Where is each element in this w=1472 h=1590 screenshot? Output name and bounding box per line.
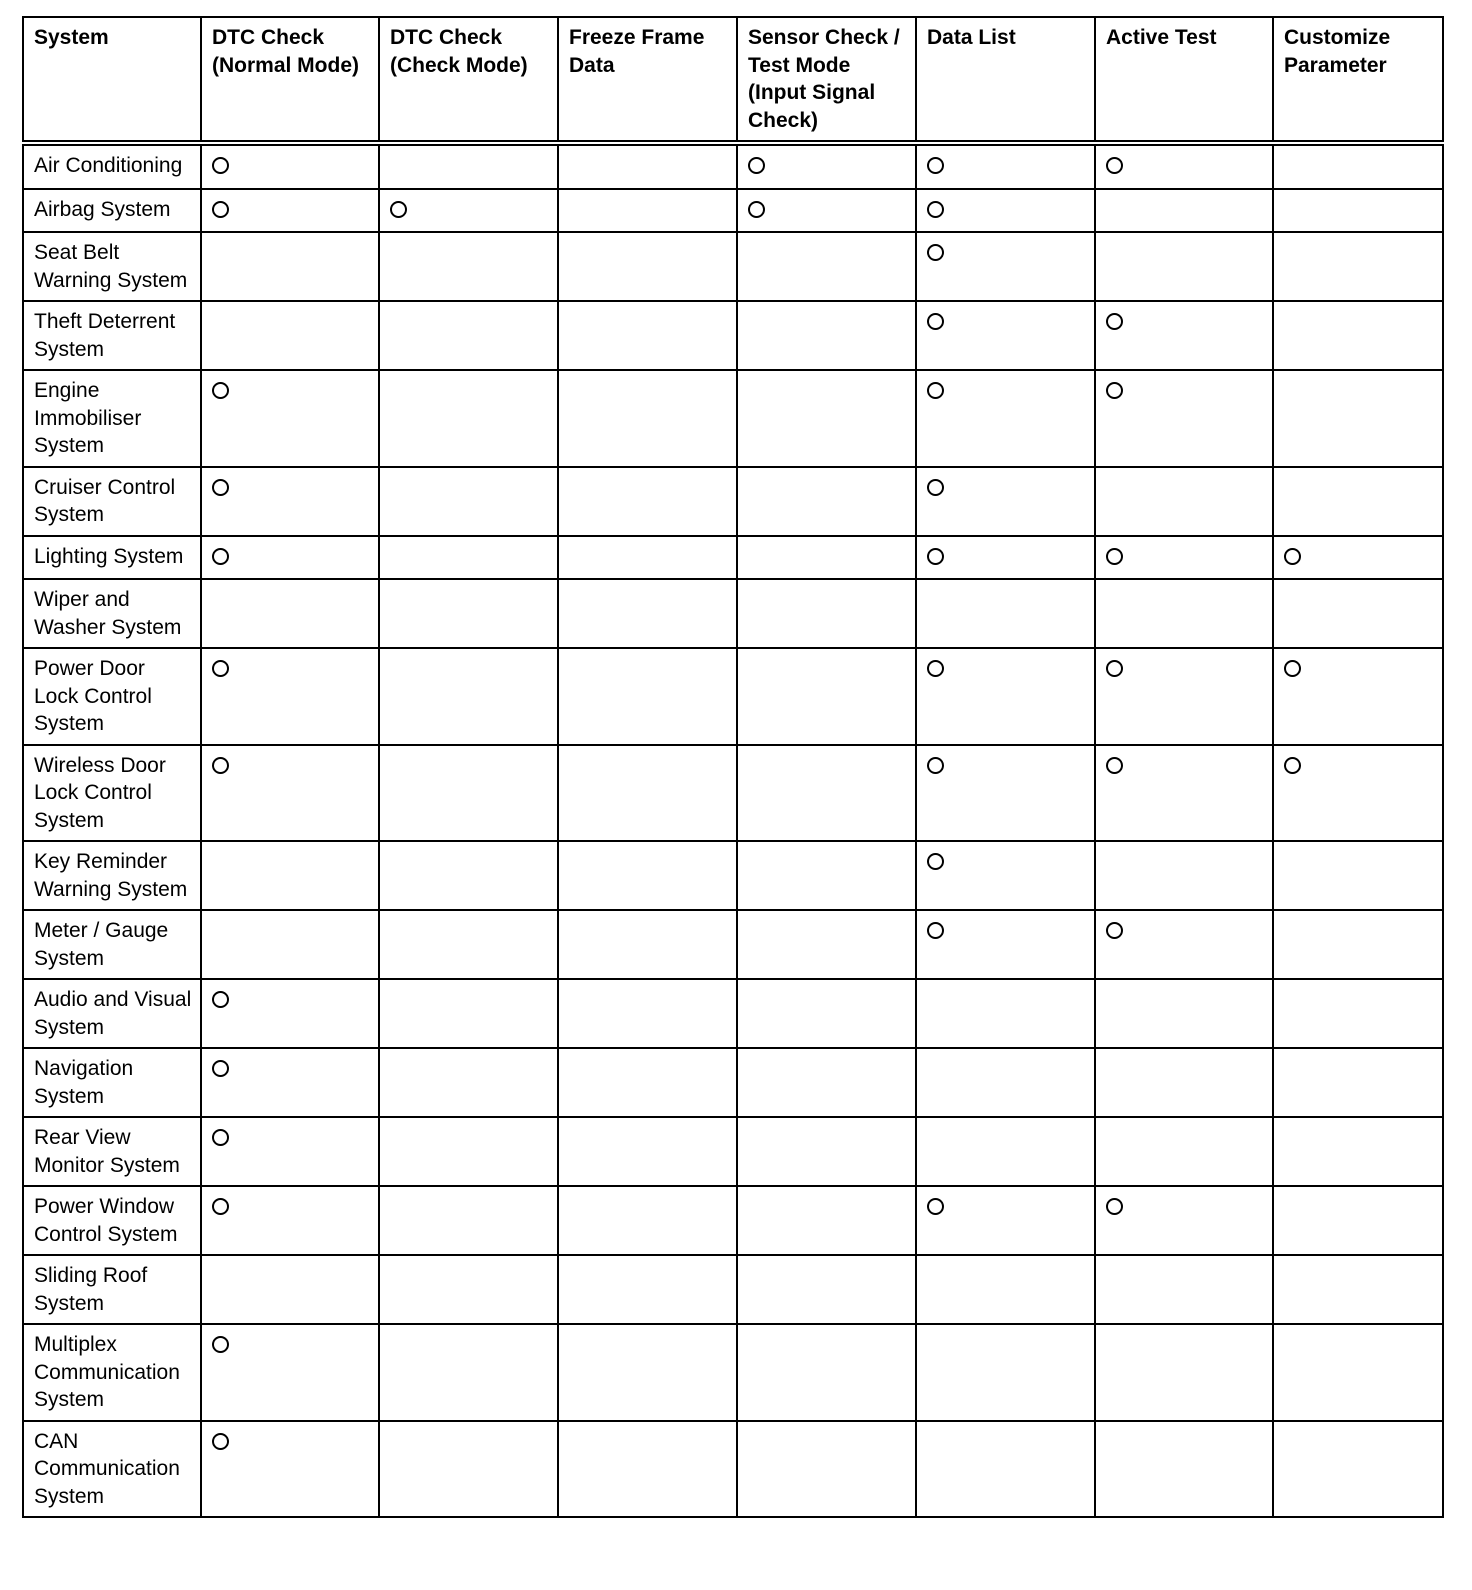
cell-active-test <box>1095 232 1273 301</box>
cell-freeze-frame <box>558 143 737 189</box>
supported-circle-icon <box>927 157 944 174</box>
cell-customize-parameter <box>1273 1324 1443 1421</box>
cell-dtc-normal <box>201 301 379 370</box>
supported-circle-icon <box>212 382 229 399</box>
cell-active-test <box>1095 648 1273 745</box>
table-row <box>23 1421 1443 1518</box>
supported-circle-icon <box>927 853 944 870</box>
cell-sensor-check <box>737 1324 916 1421</box>
cell-sensor-check <box>737 189 916 233</box>
diagnostic-function-table <box>22 16 1444 1518</box>
cell-dtc-check <box>379 910 558 979</box>
cell-sensor-check <box>737 648 916 745</box>
supported-circle-icon <box>1106 757 1123 774</box>
cell-dtc-check <box>379 189 558 233</box>
cell-freeze-frame <box>558 1421 737 1518</box>
cell-freeze-frame <box>558 370 737 467</box>
supported-circle-icon <box>927 548 944 565</box>
system-name-cell: Engine Immobiliser System <box>23 370 201 467</box>
cell-freeze-frame <box>558 1324 737 1421</box>
cell-freeze-frame <box>558 1255 737 1324</box>
table-row <box>23 1255 1443 1324</box>
supported-circle-icon <box>927 1198 944 1215</box>
cell-data-list <box>916 301 1095 370</box>
supported-circle-icon <box>212 479 229 496</box>
cell-dtc-normal <box>201 536 379 580</box>
cell-active-test <box>1095 910 1273 979</box>
cell-freeze-frame <box>558 1048 737 1117</box>
cell-sensor-check <box>737 979 916 1048</box>
cell-freeze-frame <box>558 1117 737 1186</box>
cell-dtc-check <box>379 370 558 467</box>
supported-circle-icon <box>748 201 765 218</box>
system-name-cell: Air Conditioning <box>23 143 201 189</box>
table-row <box>23 370 1443 467</box>
cell-dtc-check <box>379 745 558 842</box>
table-row <box>23 536 1443 580</box>
system-name-cell: Power Door Lock Control System <box>23 648 201 745</box>
cell-sensor-check <box>737 1255 916 1324</box>
supported-circle-icon <box>927 313 944 330</box>
cell-dtc-normal <box>201 979 379 1048</box>
cell-dtc-normal <box>201 1117 379 1186</box>
cell-data-list <box>916 1117 1095 1186</box>
cell-active-test <box>1095 1186 1273 1255</box>
cell-sensor-check <box>737 579 916 648</box>
cell-dtc-normal <box>201 1255 379 1324</box>
cell-sensor-check <box>737 536 916 580</box>
cell-data-list <box>916 370 1095 467</box>
supported-circle-icon <box>1106 313 1123 330</box>
cell-customize-parameter <box>1273 536 1443 580</box>
cell-dtc-check <box>379 467 558 536</box>
cell-sensor-check <box>737 1421 916 1518</box>
supported-circle-icon <box>1106 1198 1123 1215</box>
cell-active-test <box>1095 536 1273 580</box>
cell-dtc-check <box>379 143 558 189</box>
cell-freeze-frame <box>558 648 737 745</box>
cell-dtc-check <box>379 1421 558 1518</box>
cell-sensor-check <box>737 1117 916 1186</box>
cell-dtc-check <box>379 301 558 370</box>
cell-data-list <box>916 841 1095 910</box>
cell-freeze-frame <box>558 579 737 648</box>
supported-circle-icon <box>927 922 944 939</box>
supported-circle-icon <box>927 201 944 218</box>
supported-circle-icon <box>927 479 944 496</box>
system-name-cell: Airbag System <box>23 189 201 233</box>
header-active-test: Active Test <box>1095 17 1273 143</box>
supported-circle-icon <box>927 660 944 677</box>
supported-circle-icon <box>927 244 944 261</box>
cell-dtc-check <box>379 579 558 648</box>
table-row <box>23 189 1443 233</box>
cell-active-test <box>1095 189 1273 233</box>
cell-data-list <box>916 579 1095 648</box>
supported-circle-icon <box>212 201 229 218</box>
table-row <box>23 1117 1443 1186</box>
cell-dtc-normal <box>201 745 379 842</box>
cell-freeze-frame <box>558 467 737 536</box>
system-name-cell: Multiplex Communication System <box>23 1324 201 1421</box>
cell-active-test <box>1095 1324 1273 1421</box>
supported-circle-icon <box>212 991 229 1008</box>
cell-customize-parameter <box>1273 467 1443 536</box>
table-row <box>23 301 1443 370</box>
cell-customize-parameter <box>1273 1255 1443 1324</box>
cell-data-list <box>916 648 1095 745</box>
cell-active-test <box>1095 467 1273 536</box>
cell-dtc-check <box>379 232 558 301</box>
cell-dtc-normal <box>201 1324 379 1421</box>
cell-customize-parameter <box>1273 745 1443 842</box>
supported-circle-icon <box>212 660 229 677</box>
supported-circle-icon <box>212 1433 229 1450</box>
system-name-cell: Meter / Gauge System <box>23 910 201 979</box>
supported-circle-icon <box>927 757 944 774</box>
cell-dtc-normal <box>201 1048 379 1117</box>
cell-dtc-normal <box>201 841 379 910</box>
system-name-cell: Wireless Door Lock Control System <box>23 745 201 842</box>
table-row <box>23 1186 1443 1255</box>
table-row <box>23 1048 1443 1117</box>
supported-circle-icon <box>1284 548 1301 565</box>
cell-sensor-check <box>737 143 916 189</box>
cell-dtc-check <box>379 536 558 580</box>
cell-sensor-check <box>737 467 916 536</box>
supported-circle-icon <box>927 382 944 399</box>
cell-data-list <box>916 1324 1095 1421</box>
cell-dtc-normal <box>201 232 379 301</box>
cell-sensor-check <box>737 370 916 467</box>
cell-freeze-frame <box>558 301 737 370</box>
cell-active-test <box>1095 745 1273 842</box>
supported-circle-icon <box>1284 660 1301 677</box>
cell-sensor-check <box>737 745 916 842</box>
cell-dtc-normal <box>201 143 379 189</box>
cell-freeze-frame <box>558 1186 737 1255</box>
table-body <box>23 143 1443 1517</box>
system-name-cell: CAN Communication System <box>23 1421 201 1518</box>
cell-data-list <box>916 910 1095 979</box>
header-dtc-normal: DTC Check (Normal Mode) <box>201 17 379 143</box>
header-data-list: Data List <box>916 17 1095 143</box>
cell-active-test <box>1095 370 1273 467</box>
cell-sensor-check <box>737 841 916 910</box>
table-row <box>23 910 1443 979</box>
header-dtc-check: DTC Check (Check Mode) <box>379 17 558 143</box>
cell-data-list <box>916 1186 1095 1255</box>
supported-circle-icon <box>390 201 407 218</box>
cell-freeze-frame <box>558 841 737 910</box>
cell-customize-parameter <box>1273 579 1443 648</box>
cell-sensor-check <box>737 301 916 370</box>
header-customize-parameter: Customize Parameter <box>1273 17 1443 143</box>
cell-dtc-check <box>379 1117 558 1186</box>
header-system: System <box>23 17 201 143</box>
table-row <box>23 1324 1443 1421</box>
system-name-cell: Key Reminder Warning System <box>23 841 201 910</box>
header-row <box>23 17 1443 143</box>
cell-active-test <box>1095 979 1273 1048</box>
cell-freeze-frame <box>558 232 737 301</box>
supported-circle-icon <box>212 157 229 174</box>
supported-circle-icon <box>1106 548 1123 565</box>
cell-freeze-frame <box>558 910 737 979</box>
cell-dtc-normal <box>201 1421 379 1518</box>
supported-circle-icon <box>212 757 229 774</box>
cell-customize-parameter <box>1273 841 1443 910</box>
cell-sensor-check <box>737 1186 916 1255</box>
cell-dtc-check <box>379 1255 558 1324</box>
cell-dtc-check <box>379 1186 558 1255</box>
cell-freeze-frame <box>558 745 737 842</box>
cell-customize-parameter <box>1273 301 1443 370</box>
cell-customize-parameter <box>1273 143 1443 189</box>
cell-customize-parameter <box>1273 1048 1443 1117</box>
cell-dtc-normal <box>201 1186 379 1255</box>
supported-circle-icon <box>748 157 765 174</box>
system-name-cell: Rear View Monitor System <box>23 1117 201 1186</box>
header-sensor-check: Sensor Check / Test Mode (Input Signal Check) <box>737 17 916 143</box>
cell-dtc-check <box>379 648 558 745</box>
cell-active-test <box>1095 841 1273 910</box>
table-row <box>23 745 1443 842</box>
cell-data-list <box>916 1421 1095 1518</box>
cell-active-test <box>1095 301 1273 370</box>
cell-data-list <box>916 745 1095 842</box>
cell-freeze-frame <box>558 536 737 580</box>
supported-circle-icon <box>212 1060 229 1077</box>
cell-data-list <box>916 536 1095 580</box>
cell-dtc-check <box>379 841 558 910</box>
table-row <box>23 648 1443 745</box>
cell-data-list <box>916 1048 1095 1117</box>
cell-dtc-normal <box>201 189 379 233</box>
cell-freeze-frame <box>558 189 737 233</box>
cell-data-list <box>916 232 1095 301</box>
cell-customize-parameter <box>1273 1421 1443 1518</box>
table-row <box>23 143 1443 189</box>
cell-dtc-normal <box>201 467 379 536</box>
cell-active-test <box>1095 143 1273 189</box>
system-name-cell: Wiper and Washer System <box>23 579 201 648</box>
cell-dtc-check <box>379 1324 558 1421</box>
system-name-cell: Audio and Visual System <box>23 979 201 1048</box>
cell-active-test <box>1095 1117 1273 1186</box>
cell-sensor-check <box>737 1048 916 1117</box>
cell-sensor-check <box>737 910 916 979</box>
table-row <box>23 979 1443 1048</box>
cell-customize-parameter <box>1273 1186 1443 1255</box>
cell-customize-parameter <box>1273 979 1443 1048</box>
system-name-cell: Power Window Control System <box>23 1186 201 1255</box>
cell-customize-parameter <box>1273 370 1443 467</box>
cell-customize-parameter <box>1273 232 1443 301</box>
supported-circle-icon <box>1106 157 1123 174</box>
cell-data-list <box>916 189 1095 233</box>
system-name-cell: Lighting System <box>23 536 201 580</box>
cell-customize-parameter <box>1273 648 1443 745</box>
cell-active-test <box>1095 1048 1273 1117</box>
supported-circle-icon <box>1106 660 1123 677</box>
cell-dtc-normal <box>201 910 379 979</box>
cell-sensor-check <box>737 232 916 301</box>
supported-circle-icon <box>212 1198 229 1215</box>
system-name-cell: Theft Deterrent System <box>23 301 201 370</box>
supported-circle-icon <box>1106 382 1123 399</box>
table-row <box>23 232 1443 301</box>
cell-customize-parameter <box>1273 910 1443 979</box>
cell-customize-parameter <box>1273 189 1443 233</box>
system-name-cell: Sliding Roof System <box>23 1255 201 1324</box>
supported-circle-icon <box>212 1129 229 1146</box>
table-row <box>23 579 1443 648</box>
cell-dtc-normal <box>201 579 379 648</box>
table-row <box>23 841 1443 910</box>
cell-dtc-normal <box>201 648 379 745</box>
cell-data-list <box>916 1255 1095 1324</box>
cell-freeze-frame <box>558 979 737 1048</box>
system-name-cell: Seat Belt Warning System <box>23 232 201 301</box>
cell-active-test <box>1095 1421 1273 1518</box>
cell-dtc-normal <box>201 370 379 467</box>
cell-data-list <box>916 467 1095 536</box>
supported-circle-icon <box>1284 757 1301 774</box>
cell-data-list <box>916 979 1095 1048</box>
cell-data-list <box>916 143 1095 189</box>
cell-customize-parameter <box>1273 1117 1443 1186</box>
cell-active-test <box>1095 1255 1273 1324</box>
header-freeze-frame: Freeze Frame Data <box>558 17 737 143</box>
cell-active-test <box>1095 579 1273 648</box>
system-name-cell: Navigation System <box>23 1048 201 1117</box>
table-row <box>23 467 1443 536</box>
supported-circle-icon <box>212 548 229 565</box>
supported-circle-icon <box>212 1336 229 1353</box>
cell-dtc-check <box>379 979 558 1048</box>
system-name-cell: Cruiser Control System <box>23 467 201 536</box>
supported-circle-icon <box>1106 922 1123 939</box>
cell-dtc-check <box>379 1048 558 1117</box>
